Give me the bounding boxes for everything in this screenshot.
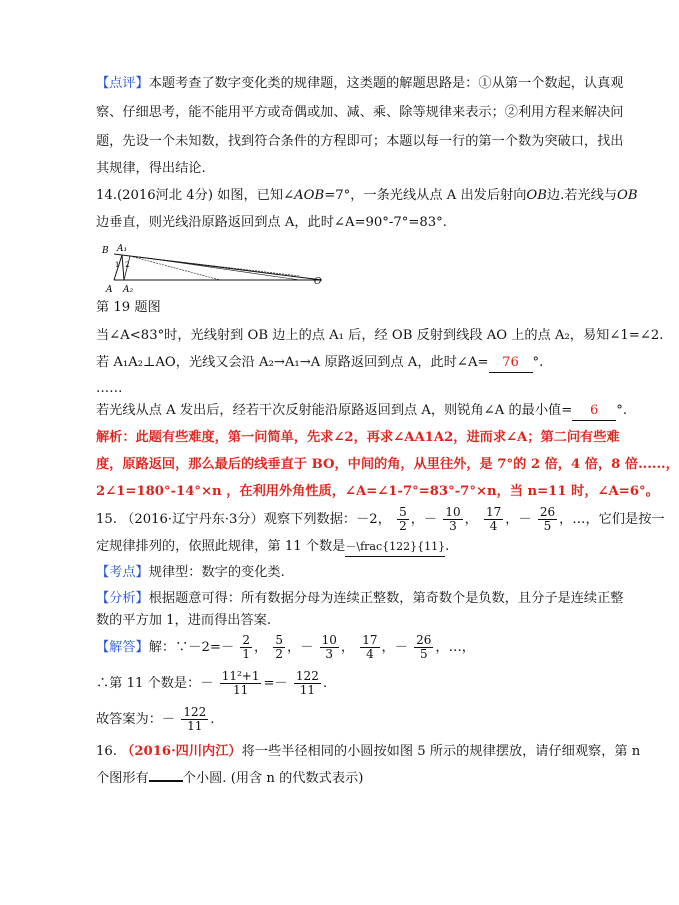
question-15-line-1: 15. （2016·辽宁丹东·3分）观察下列数据：－2， $\frac{5}{2}$ ，－ $\frac{10}{3}$ ， $\frac{17}{4}$ ，－ $\frac{26}{5}$ ，…，它们是按一 <box>96 505 665 533</box>
q14-part-c: 边.若光线与 <box>546 188 618 203</box>
answer-blank-q15: －\frac{122}{11} <box>345 538 445 557</box>
therefore-eq: =－ <box>263 676 288 691</box>
ellipsis-line: …… <box>96 381 123 396</box>
analysis-line-2: 度，原路返回，那么最后的线垂直于 BO，中间的角，从里往外，是 7°的 2 倍，4 倍，8 倍......， <box>96 457 679 472</box>
frac-den: 3 <box>449 519 457 533</box>
q14-part-b: =7°，一条光线从点 A 出发后射向 <box>324 188 527 203</box>
comment-line-2: 察、仔细思考，能不能用平方或奇偶或加、减、乘、除等规律来表示；②利用方程来解决问 <box>96 105 624 120</box>
q16-source: （2016·四川内江） <box>121 744 242 759</box>
fraction-26-5 <box>538 506 557 533</box>
analysis-line-3: 2∠1=180°-14°×n ，在利用外角性质，∠A=∠1-7°=83°-7°×n，当 n=11 时，∠A=6°。 <box>96 484 659 499</box>
fraction-26-5-b <box>414 634 433 661</box>
fraction-5-2 <box>397 506 409 533</box>
frac-den: 11 <box>299 683 316 697</box>
ray-a1-a2 <box>122 255 124 280</box>
label-a1: A₁ <box>117 244 128 254</box>
frac-num: 26 <box>539 505 556 519</box>
q15-text-end: ，…，它们是按一 <box>559 512 665 527</box>
frac-num: 17 <box>362 633 378 647</box>
frac-den: 1 <box>242 647 250 661</box>
frac-den: 11 <box>232 683 249 697</box>
q14-ob2: OB <box>617 188 638 203</box>
q15-line2-end: . <box>445 539 450 554</box>
q16-line2-text: 个图形有 <box>96 771 149 786</box>
therefore-end: . <box>322 676 328 691</box>
kaodian-line <box>96 564 566 582</box>
paragraph-3 <box>96 402 628 421</box>
fraction-17-4-b <box>360 634 379 661</box>
p2-end: °. <box>532 355 544 370</box>
ray-long-3 <box>140 257 300 280</box>
comment-line-1 <box>96 75 624 93</box>
answer-blank-q16[interactable] <box>149 780 183 782</box>
q15-line2-text: 定规律排列的，依照此规律，第 11 个数是 <box>96 539 346 554</box>
comment-tag: 【点评】 <box>96 76 149 91</box>
comment-line-3: 题，先设一个未知数，找到符合条件的方程即可；本题以每一行的第一个数为突破口，找出 <box>96 134 624 149</box>
comment-text: 本题考查了数字变化类的规律题，这类题的解题思路是：①从第一个数起，认真观 <box>148 76 624 91</box>
answer-end: . <box>210 712 215 727</box>
fraction-2-1 <box>240 634 252 661</box>
label-angle-2: 2 <box>125 261 130 269</box>
jieda-tag: 【解答】 <box>96 640 149 655</box>
frac-num: 2 <box>242 633 250 647</box>
question-16-line-2 <box>96 770 566 788</box>
frac-den: 5 <box>543 519 552 533</box>
question-16-line-1 <box>96 743 641 761</box>
kaodian-tag: 【考点】 <box>96 565 149 580</box>
fenxi-line-2: 数的平方加 1，进而得出答案. <box>96 613 272 628</box>
answer-blank-6: 6 <box>572 402 616 421</box>
q16-line2-end: 个小圆. (用含 n 的代数式表示) <box>182 771 364 786</box>
paragraph-2 <box>96 354 566 373</box>
frac-num: 10 <box>321 633 337 647</box>
question-14-line-1 <box>96 187 638 205</box>
p3-text: 若光线从点 A 发出后，经若干次反射能沿原路返回到点 A，则锐角∠A 的最小值= <box>96 403 573 418</box>
jieda-end: ，…， <box>435 640 475 655</box>
q15-text: 15. （2016·辽宁丹东·3分）观察下列数据：－2， <box>96 512 391 527</box>
fraction-17-4 <box>484 506 503 533</box>
p2-text: 若 A₁A₂⊥AO，光线又会沿 A₂→A₁→A 原路返回到点 A，此时∠A= <box>96 355 489 370</box>
reflection-figure <box>100 240 325 295</box>
fraction-10-3 <box>443 506 462 533</box>
frac-num: 10 <box>445 505 461 519</box>
frac-den: 2 <box>275 647 284 661</box>
paragraph-1: 当∠A<83°时，光线射到 OB 边上的点 A₁ 后，经 OB 反射到线段 AO 上的点 A₂，易知∠1=∠2. <box>96 328 664 343</box>
frac-den: 2 <box>399 519 407 533</box>
frac-den: 4 <box>489 519 498 533</box>
kaodian-text: 规律型：数字的变化类. <box>148 565 285 580</box>
frac-num: 5 <box>275 633 284 647</box>
frac-den: 4 <box>366 647 374 661</box>
label-angle-1: 1 <box>115 261 120 269</box>
label-o: O <box>314 277 322 287</box>
answer-text: 故答案为：－ <box>96 712 176 727</box>
question-14-line-2: 边垂直，则光线沿原路返回到点 A，此时∠A=90°-7°=83°. <box>96 215 447 230</box>
frac-num: 122 <box>183 705 207 719</box>
frac-num: 26 <box>416 633 432 647</box>
figure-caption: 第 19 题图 <box>96 300 161 315</box>
q14-ob: OB <box>526 188 547 203</box>
therefore-text: ∴第 11 个数是：－ <box>96 676 214 691</box>
frac-den: 11 <box>187 719 203 733</box>
fraction-122-11-answer <box>181 706 208 733</box>
frac-den: 5 <box>419 647 428 661</box>
fenxi-tag: 【分析】 <box>96 591 149 606</box>
frac-num: 17 <box>485 505 502 519</box>
frac-num: 5 <box>399 505 407 519</box>
jieda-line: 【解答】解：∵－2=－ $\frac{2}{1}$ ， $\frac{5}{2}$ ，－ $\frac{10}{3}$ ， $\frac{17}{4}$ ，－ $\frac{26}{5}$ ，…， <box>96 633 475 661</box>
answer-line <box>96 706 566 734</box>
q14-part-a: 14.(2016河北 4分) 如图，已知∠ <box>96 188 295 203</box>
p3-end: °. <box>616 403 628 418</box>
q16-number: 16. <box>96 744 122 759</box>
fraction-122-11 <box>294 670 321 697</box>
q16-text: 将一些半径相同的小圆按如图 5 所示的规律摆放，请仔细观察，第 n <box>241 744 641 759</box>
frac-num: 122 <box>295 669 319 683</box>
fraction-10-3-b <box>320 634 339 661</box>
frac-den: 3 <box>325 647 334 661</box>
comment-line-4: 其规律，得出结论. <box>96 161 206 176</box>
analysis-line-1: 解析：此题有些难度，第一问简单，先求∠2，再求∠AA1A2，进而求∠A；第二问有些难 <box>96 430 620 445</box>
frac-num: 11²+1 <box>221 669 260 683</box>
jieda-text: 解：∵－2=－ <box>148 640 235 655</box>
fenxi-line-1 <box>96 590 624 608</box>
label-a2: A₂ <box>123 285 134 295</box>
therefore-line <box>96 670 566 698</box>
ray-long-1 <box>130 256 220 280</box>
question-15-line-2 <box>96 538 566 557</box>
label-b: B <box>102 246 109 256</box>
q14-aob: AOB <box>294 188 325 203</box>
fenxi-text: 根据题意可得：所有数据分母为连续正整数，第奇数个是负数，且分子是连续正整 <box>148 591 624 606</box>
answer-blank-76: 76 <box>489 354 533 373</box>
label-a: A <box>106 285 113 295</box>
fraction-11sq-plus-1-over-11 <box>220 670 262 697</box>
fraction-5-2-b <box>273 634 285 661</box>
